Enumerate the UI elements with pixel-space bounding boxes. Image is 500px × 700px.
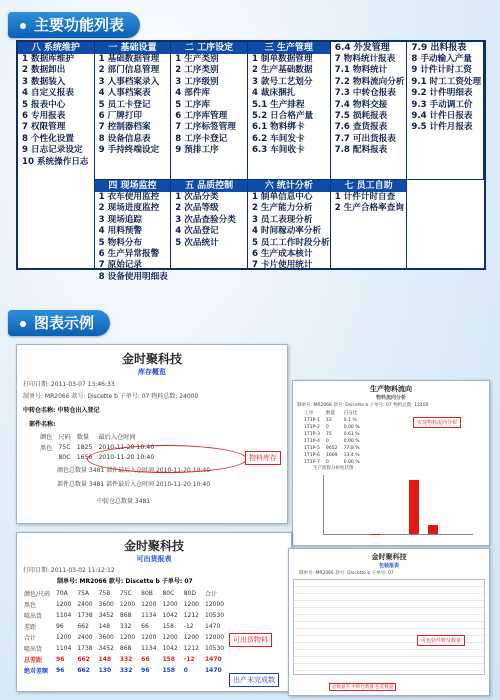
bullet-icon <box>20 321 26 327</box>
feature-item: 2 生产基础数据 <box>251 65 313 76</box>
callout-label: 出产未完成数 <box>229 673 279 687</box>
report-meta: 制单号: MR2066 款号: Discette b 子单号: 07 <box>299 571 394 576</box>
callout-label: 可出货物料 <box>229 633 272 647</box>
sample-report-shippable <box>16 532 292 692</box>
table-header-cell: 颜色 <box>40 434 53 441</box>
report-print-time: 打印日期: 2011-03-02 11:12:12 <box>23 567 115 574</box>
table-cell: 1104 <box>56 645 72 652</box>
table-cell: 12 <box>325 418 332 423</box>
table-cell: 0 <box>325 425 329 430</box>
report-subtitle: 物料流向分析 <box>375 395 406 401</box>
table-cell: 总差距 <box>24 657 43 664</box>
table-cell: 喷出货 <box>24 646 43 653</box>
feature-item: 1 次品分类 <box>175 192 219 202</box>
table-cell: 1200 <box>162 634 178 641</box>
feature-item: 2 部门信息管理 <box>98 65 160 76</box>
feature-item: 7 控制器档案 <box>98 122 151 133</box>
table-cell <box>37 453 55 462</box>
report-company: 金时聚科技 <box>371 553 407 561</box>
table-cell: 1200 <box>141 601 157 608</box>
feature-item: 4 裁床捆扎 <box>251 88 296 99</box>
report-line: 中转仓名称: 中转仓出入登记 <box>23 407 100 414</box>
table-cell: 1738 <box>77 645 93 652</box>
table-cell: 1104 <box>56 612 72 619</box>
feature-item: 3 人事档案录入 <box>98 76 160 87</box>
table-cell: 158 <box>162 623 174 630</box>
report-summary: 颜色总数量 3481 部件最后入仓时间 2010-11-20 10:40 <box>57 467 211 474</box>
feature-group-header: 七 员工自助 <box>331 180 407 192</box>
feature-column <box>95 180 172 282</box>
table-row <box>21 654 227 665</box>
table-cell: 130 <box>98 667 112 674</box>
feature-item: 6.1 物料绑卡 <box>251 122 305 133</box>
chart-title: 生产流程分析柱状图 <box>313 466 354 471</box>
table-cell: 662 <box>77 623 89 630</box>
feature-item: 5 次品统计 <box>175 237 219 248</box>
flow-bar-chart <box>323 475 473 535</box>
table-cell: 1470 <box>205 623 221 630</box>
feature-item: 6 工序库管理 <box>175 111 228 122</box>
feature-item: 2 次品等级 <box>175 203 219 214</box>
feature-item: 8 个性化设置 <box>22 133 74 144</box>
feature-item: 5 物料分布 <box>98 237 142 248</box>
table-cell: 96 <box>56 667 65 674</box>
table-cell: 332 <box>119 623 132 630</box>
feature-item: 6 生产异常报警 <box>98 249 160 260</box>
feature-item: 8 工序卡登记 <box>175 133 228 144</box>
feature-item: 7 物料统计报表 <box>334 54 396 64</box>
table-header-cell: 75B <box>98 590 111 597</box>
table-header <box>301 409 363 417</box>
table-cell: 1T1P-6 <box>304 453 320 458</box>
report-summary: 中转仓总数量 3481 <box>97 498 151 505</box>
feature-item: 4 时间稼动率分析 <box>251 226 322 237</box>
feature-item: 2 生产能力分析 <box>251 203 313 214</box>
feature-item: 6 厂牌打印 <box>98 111 142 122</box>
table-cell: 1200 <box>141 634 157 641</box>
table-header-cell: 80C <box>162 590 175 597</box>
table-cell: 0 <box>325 460 329 465</box>
callout-label: 可包装件数及数量 <box>417 635 465 646</box>
table-cell: 1738 <box>77 612 93 619</box>
table-header-cell: 合计 <box>205 591 218 598</box>
table-cell: 662 <box>77 656 90 663</box>
feature-column-empty <box>407 180 484 268</box>
table-cell: 3600 <box>98 601 114 608</box>
table-cell: 1470 <box>205 667 222 674</box>
feature-item: 5 员工卡登记 <box>98 99 151 110</box>
feature-item: 1 基础数据管理 <box>98 54 160 64</box>
table-cell: 1200 <box>56 634 72 641</box>
feature-item: 9.2 计件明细表 <box>411 88 473 99</box>
table-header-cell: 最后入仓时间 <box>98 434 136 441</box>
table-cell: 1T1P-4 <box>304 439 320 444</box>
feature-item: 5 工序库 <box>175 99 211 110</box>
table-cell: 1669 <box>325 453 338 458</box>
table-cell: 1825 <box>76 444 93 451</box>
table-header-cell: 数量 <box>325 411 336 416</box>
table-cell: 3452 <box>98 612 114 619</box>
feature-column <box>331 180 408 268</box>
feature-item: 3 款号工艺划分 <box>251 76 313 87</box>
table-cell: 1200 <box>183 601 199 608</box>
table-cell: -12 <box>183 623 194 630</box>
table-cell: 1134 <box>141 645 157 652</box>
table-cell: 75 <box>325 432 332 437</box>
report-dept: 部件名称: <box>29 421 56 428</box>
feature-item: 7.3 中转仓报表 <box>334 88 396 99</box>
feature-column <box>331 42 408 180</box>
chart-bar <box>428 525 438 534</box>
table-cell: 1656 <box>76 454 93 461</box>
table-cell: 绝对差额 <box>24 668 49 675</box>
table-cell: 1200 <box>119 601 136 608</box>
feature-column <box>171 42 248 180</box>
feature-item: 3 次品查验分类 <box>175 214 236 225</box>
feature-item: 2 数据卸出 <box>22 65 66 76</box>
table-cell: 1T1P-1 <box>304 418 320 423</box>
table-row <box>21 610 227 621</box>
table-header-cell: 75A <box>77 590 90 597</box>
callout-label: 实现物料流向分布 <box>413 417 461 428</box>
report-meta: 制单号: MR2066 款号: Discette b 子单号: 07 物料总数: 12400 <box>297 403 429 408</box>
feature-item: 9 手持终端设定 <box>98 145 160 156</box>
report-table <box>21 588 227 676</box>
feature-item: 4 自定义报表 <box>22 88 74 99</box>
report-table <box>301 409 363 466</box>
table-header-cell: 70A <box>56 590 68 597</box>
table-cell: 96 <box>56 656 65 663</box>
feature-item: 6 生产成本核计 <box>251 249 313 260</box>
table-cell: 2010-11-20 10:40 <box>98 444 155 451</box>
feature-item: 3 工序级别 <box>175 76 219 87</box>
feature-item: 6.2 车间发卡 <box>251 133 305 144</box>
table-cell: 1212 <box>183 645 199 652</box>
table-cell: 1T1P-7 <box>304 460 320 465</box>
table-header <box>21 588 227 599</box>
table-cell: 2400 <box>77 601 93 608</box>
table-cell: 9652 <box>325 446 338 451</box>
table-row <box>301 452 363 459</box>
feature-item: 7 卡片使用统计 <box>251 260 313 271</box>
table-cell: 96 <box>141 667 150 674</box>
feature-item: 7 原始记录 <box>98 260 142 271</box>
feature-group-header: 6.4 外发管理 <box>334 43 390 53</box>
table-header-cell: 颜色/尺码 <box>24 591 51 598</box>
table-cell: 332 <box>119 667 133 674</box>
table-cell: 332 <box>119 656 133 663</box>
feature-item: 5 报表中心 <box>22 99 66 110</box>
table-header-cell: 75C <box>119 590 132 597</box>
table-row <box>21 621 227 632</box>
table-cell: 66 <box>141 623 149 630</box>
table-cell: 0.1 % <box>343 418 357 423</box>
section-title-features <box>8 12 140 38</box>
feature-item: 4 人事档案表 <box>98 88 151 99</box>
table-cell: 1200 <box>162 601 178 608</box>
table-cell: 黑色 <box>24 602 37 609</box>
table-cell: 合计 <box>24 635 37 642</box>
feature-item: 4 次品登记 <box>175 226 219 237</box>
feature-item: 1 数据库维护 <box>22 54 74 64</box>
sample-report-inventory <box>16 344 288 524</box>
feature-item: 9.4 计件日报表 <box>411 111 473 122</box>
feature-item: 1 生产类别 <box>175 54 219 64</box>
feature-item: 7 权限管理 <box>22 122 66 133</box>
table-cell: 0.00 % <box>343 425 360 430</box>
feature-group-header: 六 统计分析 <box>248 180 330 192</box>
feature-item: 9 日志记录设定 <box>22 145 83 156</box>
table-row <box>301 445 363 452</box>
table-row <box>301 438 363 445</box>
report-subtitle: 可出货报表 <box>136 555 172 563</box>
feature-column <box>407 42 484 180</box>
feature-item: 6 专用报表 <box>22 111 66 122</box>
feature-item: 5 员工工作时段分析 <box>251 237 330 248</box>
feature-column <box>18 42 95 268</box>
feature-item: 7 工序标签管理 <box>175 122 236 133</box>
table-header <box>37 431 157 442</box>
report-company: 金时聚科技 <box>123 539 184 553</box>
table-cell: 2400 <box>77 634 93 641</box>
feature-item: 1 衣车使用监控 <box>98 192 160 202</box>
table-cell: 80C <box>58 454 71 461</box>
table-row <box>301 424 363 431</box>
table-cell: 1042 <box>162 645 178 652</box>
feature-item: 1 制单信息中心 <box>251 192 313 202</box>
feature-item: 7.8 配料报表 <box>334 145 388 156</box>
table-cell: 148 <box>98 623 111 630</box>
bullet-icon <box>20 23 26 29</box>
table-cell: 13.4 % <box>343 453 360 458</box>
feature-item: 7.4 物料交接 <box>334 99 388 110</box>
feature-item: 9.3 手动调工价 <box>411 99 473 110</box>
table-cell: 0 <box>183 667 188 674</box>
feature-item: 4 部件库 <box>175 88 211 99</box>
table-row <box>21 599 227 610</box>
chart-bar <box>409 480 419 534</box>
feature-item: 4 用料预警 <box>98 226 142 237</box>
table-cell: 0 <box>325 439 329 444</box>
feature-item: 5.1 生产排程 <box>251 99 305 110</box>
table-cell: 1042 <box>162 612 178 619</box>
feature-column <box>171 180 248 268</box>
table-cell: 1T1P-5 <box>304 446 320 451</box>
table-cell: 12000 <box>205 601 225 608</box>
feature-group-header: 三 生产管理 <box>248 42 330 54</box>
section-title-text: 图表示例 <box>34 314 95 332</box>
table-cell: 12000 <box>205 634 225 641</box>
feature-group-header: 二 工序设定 <box>171 42 247 54</box>
feature-item: 9.5 计件月报表 <box>411 122 473 133</box>
table-cell: 10530 <box>205 612 225 619</box>
table-cell: 0.00 % <box>343 460 360 465</box>
table-cell: 1212 <box>183 612 199 619</box>
report-company: 金时聚科技 <box>121 352 182 366</box>
feature-group-header: 五 品质控制 <box>171 180 247 192</box>
table-cell: 1200 <box>183 634 199 641</box>
table-cell: 1T1P-2 <box>304 425 320 430</box>
feature-item: 3 现场追踪 <box>98 214 142 225</box>
sample-report-packing <box>288 548 490 696</box>
table-cell: 75C <box>58 444 71 451</box>
feature-item: 6.3 车间收卡 <box>251 145 305 156</box>
feature-item: 2 生产合格率查询 <box>334 203 404 214</box>
feature-group-header: 一 基础设置 <box>95 42 171 54</box>
feature-item: 10 系统操作日志 <box>22 156 89 167</box>
highlight-ellipse <box>87 445 247 473</box>
report-subtitle: 库存概览 <box>138 368 166 376</box>
table-row <box>301 431 363 438</box>
table-cell: 1134 <box>141 612 157 619</box>
table-cell: 662 <box>77 667 90 674</box>
table-cell: 1T1P-3 <box>304 432 320 437</box>
table-cell: 868 <box>119 645 132 652</box>
section-title-samples <box>8 310 110 336</box>
table-header-cell: 80D <box>183 590 196 597</box>
feature-item: 8 设备使用明细表 <box>98 271 168 282</box>
feature-item: 5.2 日合格产量 <box>251 111 314 122</box>
table-cell: 3600 <box>98 634 114 641</box>
feature-item: 2 工序类别 <box>175 65 219 76</box>
table-cell: 868 <box>119 612 132 619</box>
feature-item: 7.6 查货报表 <box>334 122 388 133</box>
table-cell: 2010-11-20 10:40 <box>98 454 155 461</box>
report-meta: 制单号: MR2066 款号: Discette b 子单号: 07 物料总数: 24000 <box>23 393 199 400</box>
table-cell: 0.61 % <box>343 432 360 437</box>
table-row <box>21 632 227 643</box>
table-cell: 158 <box>162 667 175 674</box>
table-cell: 1470 <box>205 656 222 663</box>
callout-label: 物料库存 <box>245 451 281 465</box>
feature-group-header: 四 现场监控 <box>95 180 171 192</box>
table-cell: 77.8 % <box>343 446 360 451</box>
feature-column <box>248 180 331 271</box>
feature-column <box>248 42 331 180</box>
feature-group-header: 7.9 出料报表 <box>411 43 467 53</box>
feature-item: 9.1 时工工资处理 <box>411 76 482 87</box>
feature-item: 7.5 损耗报表 <box>334 111 388 122</box>
report-title: 生产物料流向 <box>370 385 412 393</box>
section-title-text: 主要功能列表 <box>34 16 125 34</box>
table-header-cell: 80B <box>141 590 153 597</box>
table-cell: 差距 <box>24 624 37 631</box>
feature-table <box>16 40 486 282</box>
feature-item: 1 制单数据管理 <box>251 54 313 64</box>
feature-item: 7.7 可出货报表 <box>334 133 396 144</box>
feature-item: 1 计件计时自查 <box>334 192 396 202</box>
table-header-cell: 数量 <box>76 434 90 441</box>
table-cell: 黑色 <box>40 445 53 452</box>
feature-item: 2 现场进度监控 <box>98 203 160 214</box>
feature-item: 3 数据装入 <box>22 76 66 87</box>
table-header-cell: 工序 <box>304 411 314 416</box>
table-cell: 3452 <box>98 645 114 652</box>
table-cell: 喷出货 <box>24 613 43 620</box>
table-row <box>301 417 363 424</box>
sample-report-material-flow <box>292 380 490 546</box>
table-cell: 158 <box>162 656 175 663</box>
feature-item: 3 员工表现分析 <box>251 214 313 225</box>
table-cell: -12 <box>183 656 195 663</box>
table-cell: 66 <box>141 656 150 663</box>
table-cell: 1200 <box>119 634 136 641</box>
feature-column <box>95 42 172 180</box>
report-print-time: 打印日期: 2011-03-07 13:46:33 <box>23 381 115 388</box>
table-cell: 96 <box>56 623 64 630</box>
table-row <box>21 643 227 654</box>
table-cell: 1200 <box>56 601 72 608</box>
feature-item: 7.1 物料统计 <box>334 65 388 76</box>
table-cell: 10530 <box>205 645 225 652</box>
feature-item: 8 手动输入产量 <box>411 54 472 64</box>
feature-item: 8 设备信息表 <box>98 133 151 144</box>
table-cell: 148 <box>98 656 112 663</box>
table-header-cell: 百分比 <box>343 411 358 416</box>
feature-group-header: 八 系统维护 <box>18 42 94 54</box>
report-meta: 制单号: MR2066 款号: Discette b 子单号: 07 <box>57 578 193 585</box>
table-cell: 0.00 % <box>343 439 360 444</box>
report-subtitle: 包装报表 <box>378 563 399 569</box>
report-summary: 部件总数量 3481 部件最后入仓时间 2010-11-20 10:40 <box>57 481 211 488</box>
table-header-cell: 尺码 <box>58 434 71 441</box>
feature-item: 9 计件计时工资 <box>411 65 472 76</box>
feature-item: 9 预排工序 <box>175 145 219 156</box>
packing-grid <box>293 579 485 675</box>
feature-item: 7.2 物料流向分析 <box>334 76 405 87</box>
table-row <box>21 665 227 676</box>
footer-note: 总数量差 中转仓数量 包装数量 <box>329 683 396 691</box>
